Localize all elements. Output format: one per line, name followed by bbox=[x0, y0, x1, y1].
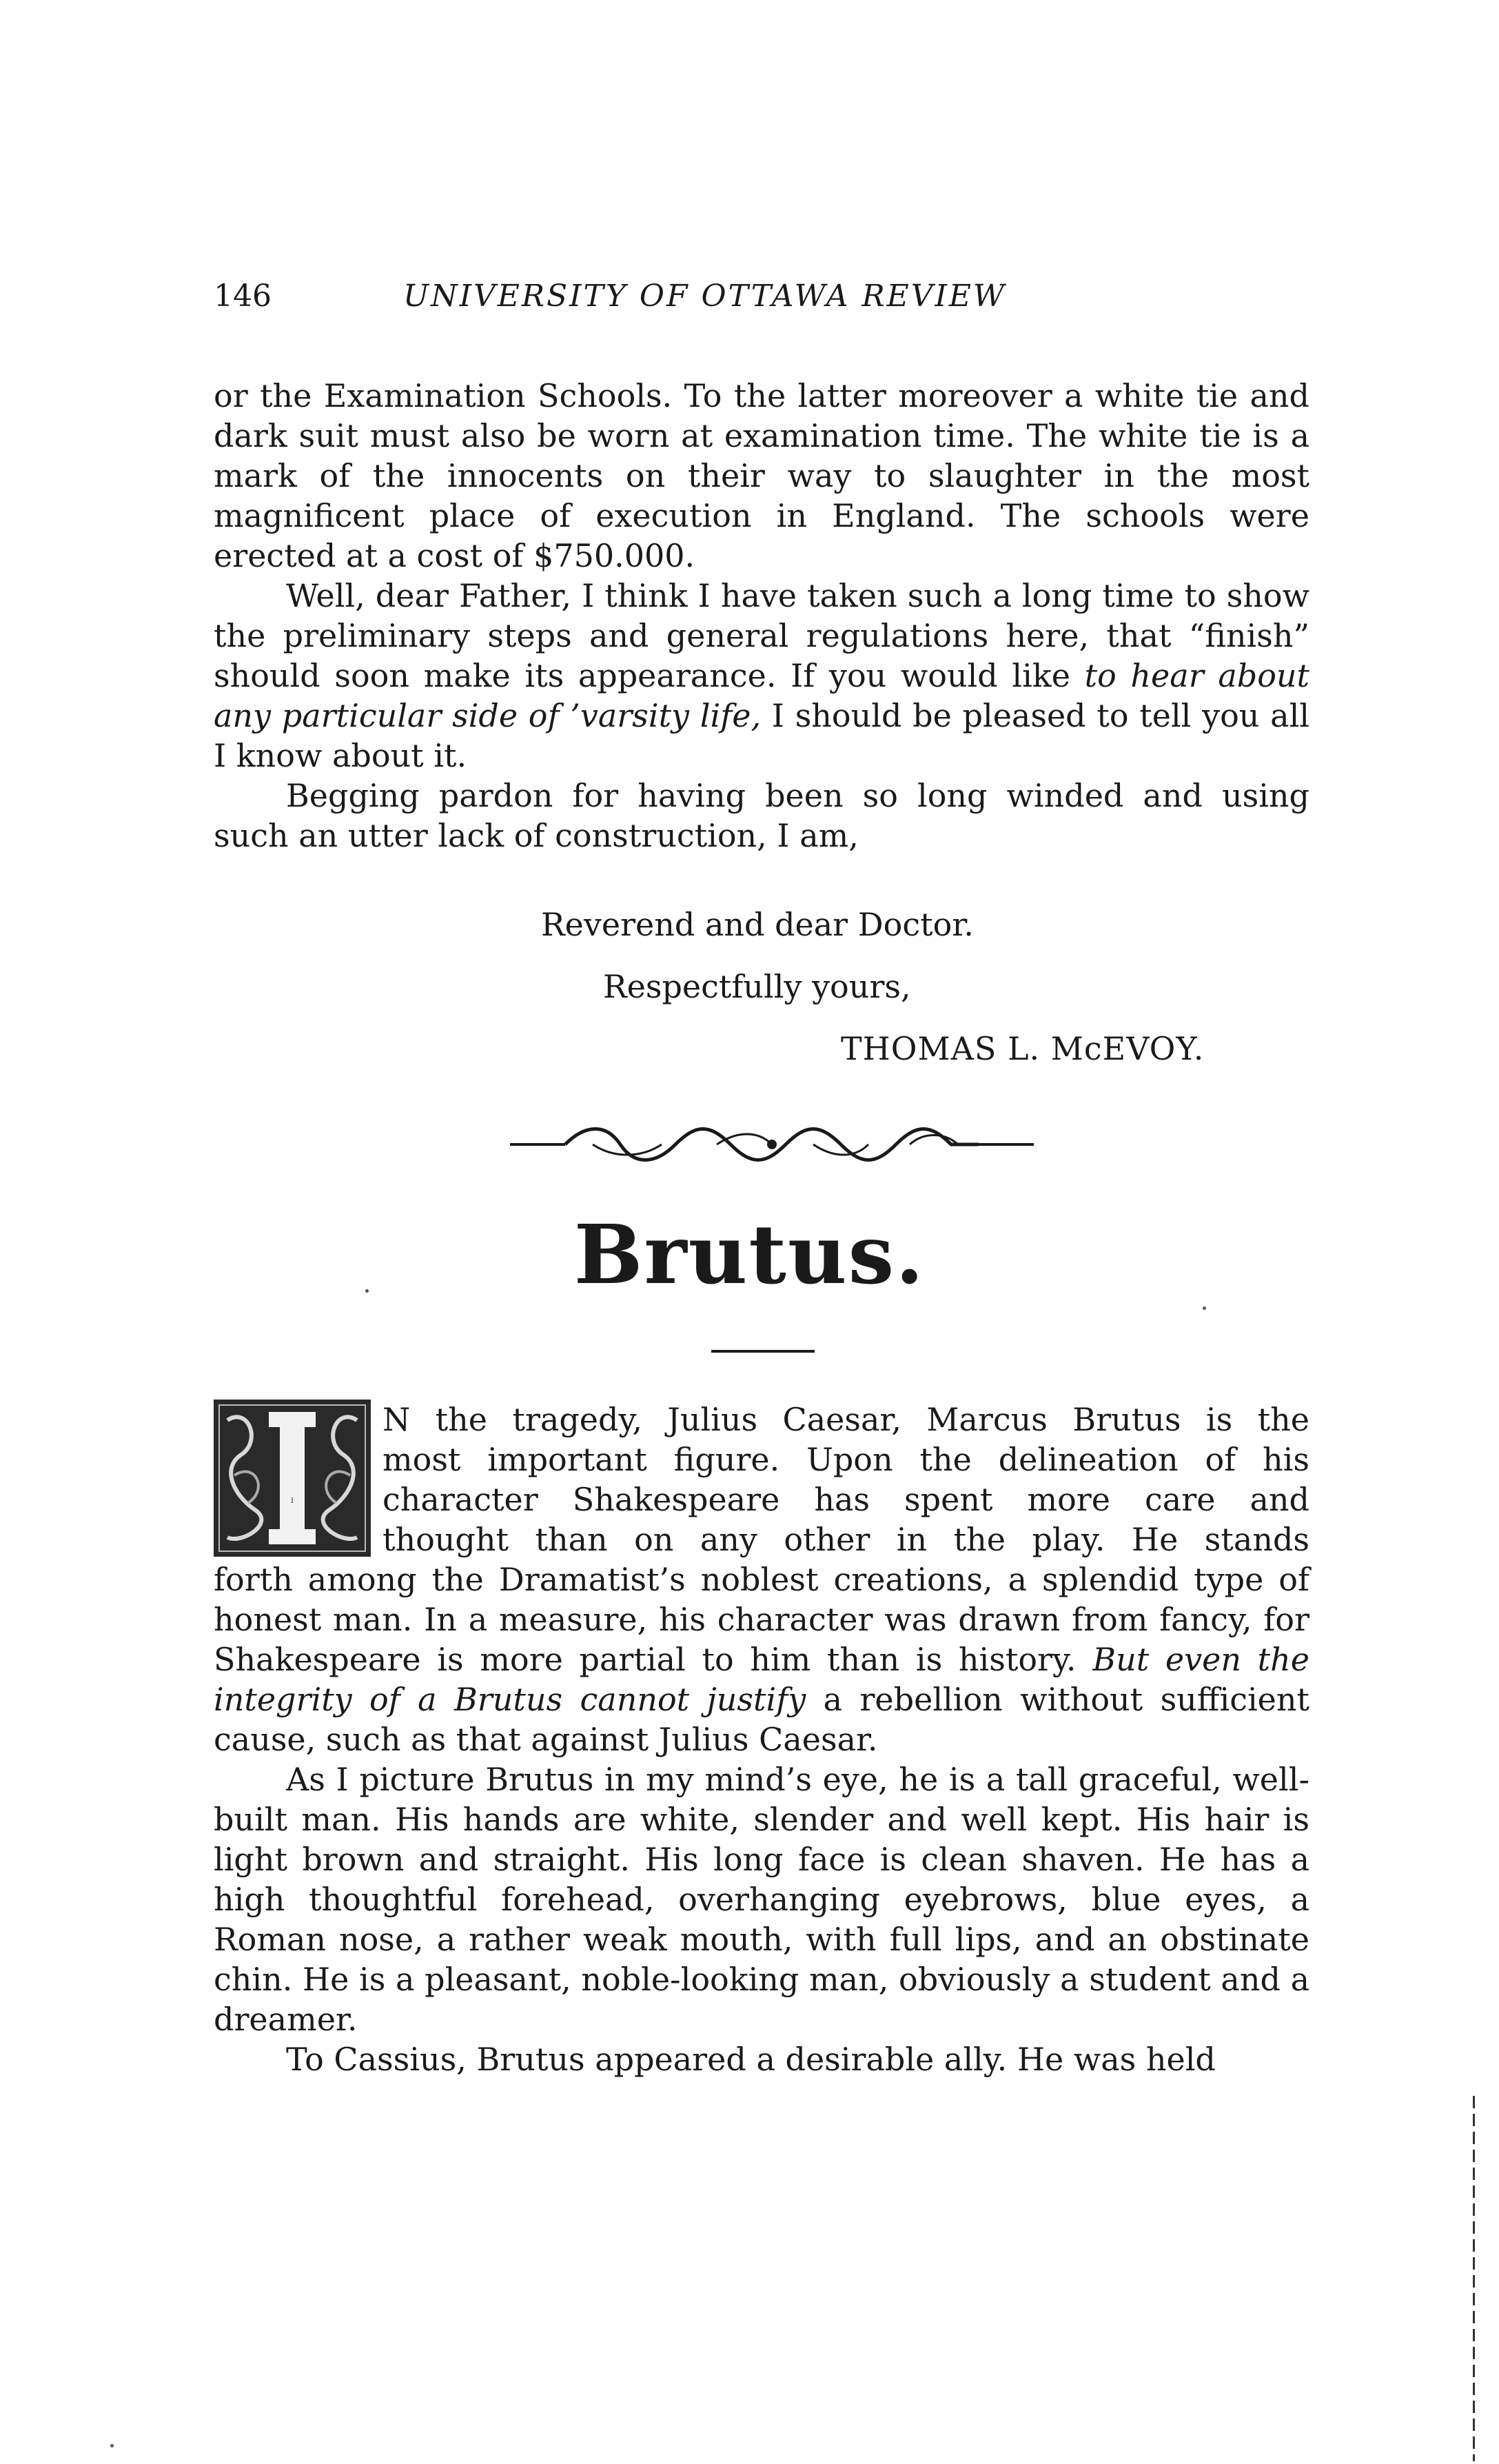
speck bbox=[1203, 1306, 1206, 1310]
letter-body bbox=[214, 376, 1309, 856]
page-header bbox=[214, 272, 1309, 321]
complimentary-close: Respectfully yours, bbox=[603, 968, 911, 1005]
page-number: 146 bbox=[214, 279, 272, 314]
salutation: Reverend and dear Doctor. bbox=[541, 906, 974, 943]
letter-italic-text: to hear about any particular side of ’varsity life, bbox=[214, 657, 1310, 734]
running-title: UNIVERSITY OF OTTAWA REVIEW bbox=[403, 279, 1007, 314]
drop-cap-initial bbox=[214, 1400, 371, 1557]
article-text: a rebellion without sufficient cause, such as that against Julius Caesar. bbox=[214, 1681, 1309, 1758]
letter-paragraph: Begging pardon for having been so long winded and using such an utter lack of construction, I am, bbox=[214, 777, 1309, 854]
signature: THOMAS L. McEVOY. bbox=[841, 1030, 1205, 1067]
lead-line: N the tragedy, Julius Caesar, Marcus Brutus is the bbox=[383, 1401, 1309, 1438]
article-italic-text: But even the integrity of a Brutus cannot justify bbox=[214, 1641, 1309, 1718]
letter-text: Well, dear Father, I think I have taken such a long time to show the preliminary steps and general regulations here, that “finish” should soon make its appearance. If you would like bbox=[214, 577, 1309, 694]
article-text: forth among the Dramatist’s noblest creations, a splendid type of honest man. In a measure, his character was drawn from fancy, for Shakespeare is more partial to him than is history. bbox=[214, 1561, 1309, 1678]
article-body bbox=[214, 1559, 1309, 2079]
lead-line: thought than on any other in the play. He stands bbox=[383, 1521, 1309, 1558]
lead-line: character Shakespeare has spent more care and bbox=[383, 1481, 1309, 1518]
letter-paragraph: or the Examination Schools. To the latter moreover a white tie and dark suit must also be worn at examination time. The white tie is a mark of the innocents on their way to slaughter in the most magnificent place of execution in England. The schools were erected at a cost of $750.000. bbox=[214, 377, 1309, 574]
speck bbox=[365, 1289, 369, 1293]
article-paragraph bbox=[214, 1559, 1309, 1759]
article-paragraph: To Cassius, Brutus appeared a desirable ally. He was held bbox=[286, 2041, 1216, 2078]
letter-paragraph bbox=[214, 576, 1309, 776]
ornament-divider bbox=[510, 1117, 1034, 1172]
letter-text: I should be pleased to tell you all I know about it. bbox=[214, 697, 1310, 774]
article-lead-lines bbox=[383, 1400, 1309, 1559]
speck bbox=[110, 2444, 114, 2447]
article-title: Brutus. bbox=[573, 1206, 926, 1302]
title-rule bbox=[711, 1350, 815, 1353]
article-paragraph: As I picture Brutus in my mind’s eye, he is a tall graceful, well-built man. His hands are white, slender and well kept. His hair is light brown and straight. His long face is clean shaven. He has a high thoughtful forehead, overhanging eyebrows, blue eyes, a Roman nose, a rather weak mouth, with full lips, and an obstinate chin. He is a pleasant, noble-looking man, obviously a student and a dreamer. bbox=[214, 1761, 1309, 2038]
lead-line: most important figure. Upon the delineation of his bbox=[383, 1441, 1309, 1478]
svg-text:I: I bbox=[291, 1497, 294, 1505]
binding-edge-mark bbox=[1473, 2096, 1475, 2461]
